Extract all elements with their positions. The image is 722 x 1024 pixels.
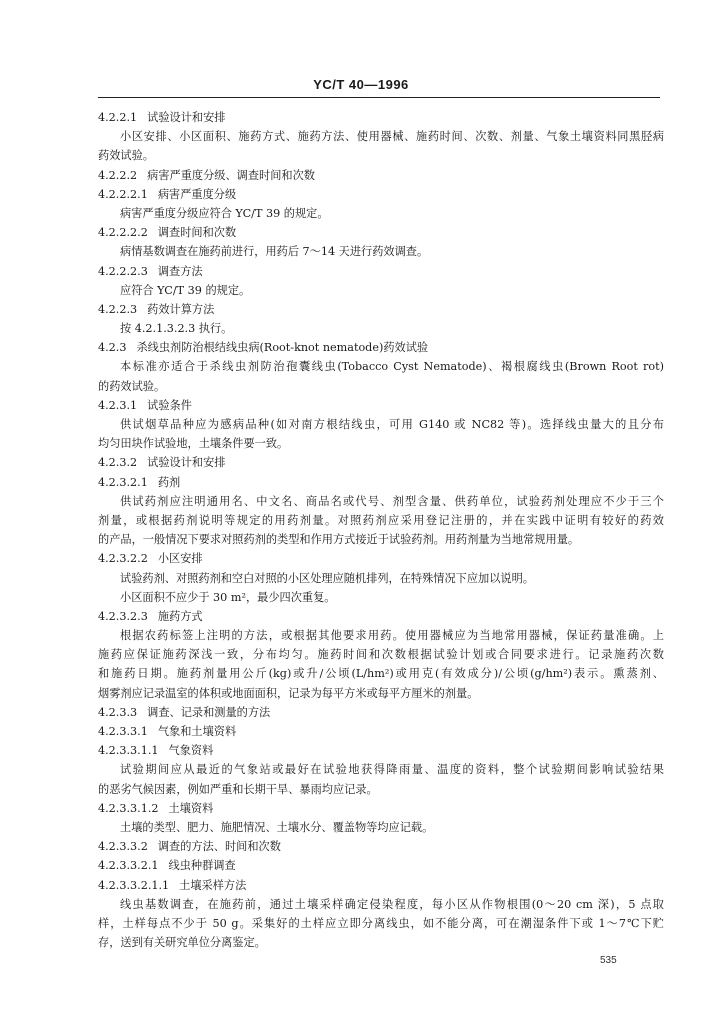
section-heading: [98, 396, 664, 415]
section-number: 4.2.3.3.2.1: [98, 859, 159, 873]
section-title: 气象资料: [168, 744, 214, 758]
section-title: 施药方式: [157, 609, 203, 623]
paragraph-line: 根据农药标签上注明的方法，或根据其他要求用药。使用器械应为当地常用器械，保证药量准确。上: [120, 629, 664, 643]
section-heading: [98, 338, 664, 357]
paragraph-line: 供试烟草品种应为感病品种(如对南方根结线虫，可用 G140 或 NC82 等)。选择线虫量大的且分布: [120, 418, 664, 431]
section-number: 4.2.3.2: [98, 456, 138, 470]
paragraph-line: 试验期间应从最近的气象站或最好在试验地获得降雨量、温度的资料，整个试验期间影响试验结果: [120, 763, 664, 777]
paragraph-line: 土壤的类型、肥力、施肥情况、土壤水分、覆盖物等均应记载。: [120, 820, 434, 834]
section-heading: [98, 799, 664, 818]
paragraph-line: 均匀田块作试验地，土壤条件要一致。: [98, 437, 289, 451]
paragraph-line: 的药效试验。: [98, 379, 166, 393]
section-number: 4.2.2.2: [98, 168, 138, 182]
paragraph-line: 的产品，一般情况下要求对照药剂的类型和作用方式接近于试验药剂。用药剂量为当地常规用量。: [98, 533, 580, 547]
section-heading: [98, 549, 664, 568]
section-number: 4.2.3.3.1.1: [98, 744, 159, 758]
paragraph-line: 本标准亦适合于杀线虫剂防治孢囊线虫(Tobacco Cyst Nematode)、褐根腐线虫(Brown Root rot): [120, 360, 664, 374]
section-number: 4.2.3.1: [98, 398, 138, 412]
paragraph-line: 试验药剂、对照药剂和空白对照的小区处理应随机排列，在特殊情况下应加以说明。: [120, 571, 534, 585]
page-number: 535: [600, 955, 617, 966]
section-title: 土壤资料: [168, 801, 214, 815]
section-number: 4.2.2.3: [98, 302, 138, 316]
section-heading: [98, 856, 664, 875]
paragraph-line: 剂量，或根据药剂说明等规定的用药剂量。对照药剂应采用登记注册的，并在实践中证明有较好的药效: [98, 513, 664, 527]
section-title: 病害严重度分级、调查时间和次数: [147, 168, 315, 182]
section-number: 4.2.3.2.2: [98, 552, 148, 566]
paragraph-line: 线虫基数调查，在施药前，通过土壤采样确定侵染程度，每小区从作物根围(0～20 cm 深)，5 点取: [120, 897, 664, 911]
section-number: 4.2.3.2.3: [98, 609, 148, 623]
section-number: 4.2.2.2.3: [98, 264, 148, 278]
paragraph-line: 的恶劣气候因素，例如严重和长期干旱、暴雨均应记录。: [98, 782, 378, 796]
section-heading: [98, 166, 664, 185]
section-heading: [98, 607, 664, 626]
section-heading: [98, 473, 664, 492]
section-number: 4.2.3.2.1: [98, 475, 148, 489]
section-title: 调查时间和次数: [157, 226, 237, 240]
section-heading: [98, 453, 664, 472]
paragraph-line: 小区面积不应少于 30 m²，最少四次重复。: [120, 590, 336, 604]
section-heading: [98, 108, 664, 127]
section-title: 土壤采样方法: [179, 878, 247, 892]
section-title: 线虫种群调查: [168, 859, 236, 873]
paragraph-line: 样，土样每点不少于 50 g。采集好的土样应立即分离线虫，如不能分离，可在潮湿条件下或 1～7℃下贮: [98, 916, 664, 930]
paragraph-line: 供试药剂应注明通用名、中文名、商品名或代号、剂型含量、供药单位，试验药剂处理应不少于三个: [120, 494, 664, 508]
section-title: 调查方法: [157, 264, 203, 278]
section-title: 药剂: [157, 475, 181, 489]
running-header: YC/T 40—1996: [313, 77, 409, 92]
section-number: 4.2.3.3.1.2: [98, 801, 159, 815]
section-heading: [98, 876, 664, 895]
paragraph-line: 药效试验。: [98, 149, 154, 163]
section-title: 病害严重度分级: [157, 187, 237, 201]
section-heading: [98, 741, 664, 760]
section-number: 4.2.3.3.2.1.1: [98, 878, 170, 892]
paragraph-line: 烟雾剂应记录温室的体积或地面面积，记录为每平方米或每平方厘米的剂量。: [98, 686, 479, 700]
paragraph-line: 小区安排、小区面积、施药方式、施药方法、使用器械、施药时间、次数、剂量、气象土壤资料同黑胫病: [120, 130, 664, 144]
section-heading: [98, 703, 664, 722]
section-heading: [98, 722, 664, 741]
section-title: 小区安排: [157, 552, 203, 566]
section-number: 4.2.2.1: [98, 111, 138, 124]
header-rule: [98, 97, 660, 98]
section-number: 4.2.3.3.2: [98, 840, 148, 854]
section-number: 4.2.3.3.1: [98, 725, 148, 738]
section-title: 试验条件: [147, 398, 192, 412]
paragraph-line: 应符合 YC/T 39 的规定。: [120, 283, 251, 297]
section-heading: [98, 300, 664, 319]
paragraph-line: 存，送到有关研究单位分离鉴定。: [98, 936, 266, 950]
section-heading: [98, 223, 664, 242]
paragraph-line: 和施药日期。施药剂量用公斤(kg)或升/公顷(L/hm²)或用克(有效成分)/公顷(g/hm²)表示。熏蒸剂、: [98, 667, 664, 681]
paragraph-line: 施药应保证施药深浅一致，分布均匀。施药时间和次数根据试验计划或合同要求进行。记录施药次数: [98, 648, 664, 662]
section-title: 试验设计和安排: [147, 456, 226, 470]
section-number: 4.2.3: [98, 341, 127, 355]
paragraph-line: 病情基数调查在施药前进行，用药后 7～14 天进行药效调查。: [120, 245, 429, 259]
paragraph-line: 病害严重度分级应符合 YC/T 39 的规定。: [120, 206, 329, 220]
section-title: 气象和土壤资料: [157, 725, 237, 738]
section-heading: [98, 185, 664, 204]
section-title: 调查的方法、时间和次数: [157, 840, 281, 854]
section-number: 4.2.3.3: [98, 705, 138, 719]
paragraph-line: 按 4.2.1.3.2.3 执行。: [120, 322, 233, 336]
section-title: 杀线虫剂防治根结线虫病(Root-knot nematode)药效试验: [136, 341, 429, 355]
section-title: 药效计算方法: [147, 302, 215, 316]
section-number: 4.2.2.2.1: [98, 187, 148, 201]
section-heading: [98, 262, 664, 281]
document-body: [98, 108, 664, 952]
section-title: 试验设计和安排: [147, 111, 226, 124]
section-heading: [98, 837, 664, 856]
section-number: 4.2.2.2.2: [98, 226, 148, 240]
section-title: 调查、记录和测量的方法: [147, 705, 271, 719]
